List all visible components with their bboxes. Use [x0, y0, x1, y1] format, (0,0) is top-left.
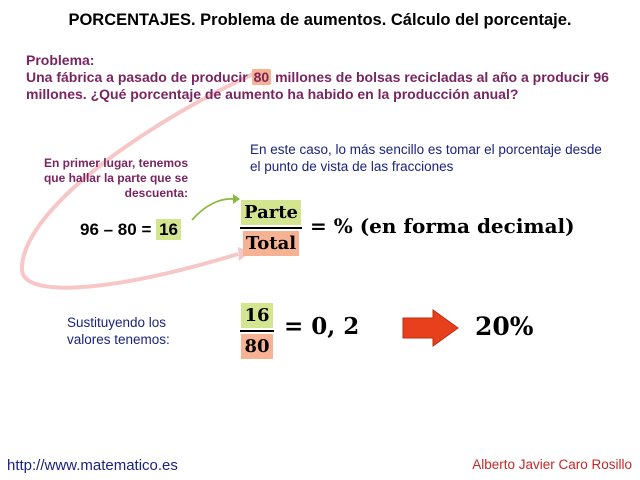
page-title: PORCENTAJES. Problema de aumentos. Cálculo del porcentaje. — [68, 11, 572, 29]
problem-text-after: millones de bolsas recicladas al año a producir 96 millones. ¿Qué porcentaje de aumento ha habido en la producción anual? — [26, 69, 609, 102]
problem-statement — [26, 52, 631, 103]
fraction-bar — [240, 227, 302, 229]
subtraction-calculation — [80, 220, 181, 240]
substitution-fraction — [240, 303, 274, 359]
green-arrow-16-to-parte — [192, 199, 234, 220]
substitution-label: Sustituyendo los valores tenemos: — [67, 315, 170, 347]
calc-expression: 96 – 80 = — [80, 220, 157, 239]
first-step-text: En primer lugar, tenemos que hallar la parte que se descuenta: — [43, 156, 188, 200]
formula-fraction — [240, 200, 302, 256]
footer-url[interactable]: http://www.matematico.es — [7, 457, 178, 474]
formula-rhs: = % (en forma decimal) — [310, 214, 575, 238]
substitution-numerator: 16 — [241, 303, 272, 328]
formula-numerator: Parte — [241, 200, 301, 225]
green-arrow-head — [233, 194, 240, 204]
final-percentage: 20% — [475, 312, 534, 341]
fraction-bar — [240, 330, 274, 332]
formula-denominator: Total — [243, 231, 299, 256]
substitution-rhs: = 0, 2 — [284, 313, 360, 340]
explanation-text: En este caso, lo más sencillo es tomar el porcentaje desde el punto de vista de las fracciones — [250, 142, 602, 174]
problem-text-before: Una fábrica a pasado de producir — [26, 69, 252, 85]
calc-result: 16 — [156, 219, 181, 240]
result-arrow-icon — [403, 310, 458, 346]
highlight-80: 80 — [253, 69, 270, 85]
footer-author: Alberto Javier Caro Rosillo — [472, 457, 632, 472]
substitution-denominator: 80 — [241, 334, 272, 359]
problem-label: Problema: — [26, 52, 95, 68]
